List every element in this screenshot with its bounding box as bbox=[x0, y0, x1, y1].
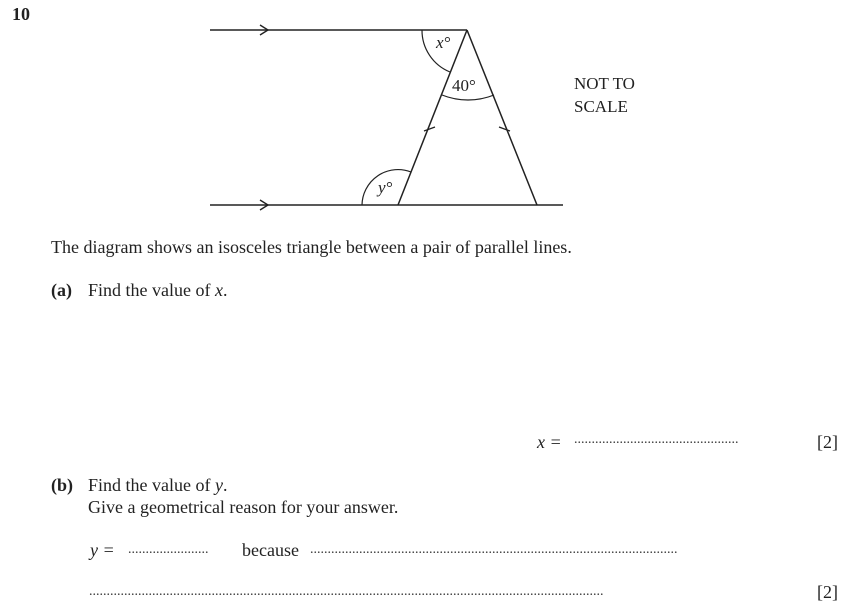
part-a-prompt bbox=[88, 280, 227, 301]
part-b-prompt-line2: Give a geometrical reason for your answer. bbox=[88, 497, 399, 517]
part-a-answer-label: x = bbox=[537, 432, 562, 452]
right-side-tick bbox=[499, 127, 510, 131]
part-a-label: (a) bbox=[51, 280, 72, 300]
angle-40-label: 40° bbox=[452, 76, 476, 95]
left-side-tick bbox=[424, 127, 435, 131]
triangle-right-side bbox=[467, 30, 537, 205]
part-a-prompt-end: . bbox=[222, 280, 228, 300]
part-b-prompt-text: Find the value of bbox=[88, 475, 215, 495]
part-b-answer-line[interactable]: ....................... bbox=[128, 542, 209, 557]
part-b-reason-line2[interactable]: ................................................................................................................................................... bbox=[89, 584, 604, 599]
question-intro: The diagram shows an isosceles triangle between a pair of parallel lines. bbox=[51, 237, 572, 257]
part-b-answer-label: y = bbox=[90, 540, 115, 560]
part-b-prompt-end: . bbox=[222, 475, 228, 495]
triangle-left-side bbox=[398, 30, 467, 205]
angle-y-label: y° bbox=[378, 178, 393, 197]
part-a-prompt-text: Find the value of bbox=[88, 280, 215, 300]
part-b-because: because bbox=[242, 540, 299, 560]
geometry-diagram bbox=[0, 0, 853, 230]
angle-40-arc bbox=[442, 95, 494, 100]
part-b-label: (b) bbox=[51, 475, 73, 495]
part-b-prompt-var: y bbox=[214, 475, 223, 495]
part-b-marks: [2] bbox=[817, 582, 838, 602]
part-b-reason-line1[interactable]: ......................................................................................................... bbox=[310, 542, 678, 557]
question-number: 10 bbox=[12, 4, 30, 24]
part-a-prompt-var: x bbox=[214, 280, 223, 300]
not-to-scale-line1: NOT TO bbox=[574, 74, 635, 93]
not-to-scale-line2: SCALE bbox=[574, 97, 628, 116]
part-b-prompt bbox=[88, 475, 227, 496]
angle-x-label: x° bbox=[436, 33, 451, 52]
part-a-answer-line[interactable]: ............................................... bbox=[574, 432, 739, 447]
part-a-marks: [2] bbox=[817, 432, 838, 452]
